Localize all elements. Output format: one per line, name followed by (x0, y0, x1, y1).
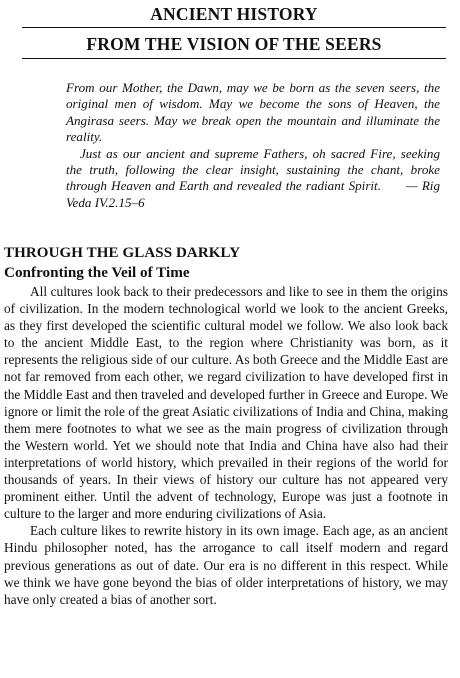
body-paragraph: Each culture likes to rewrite history in its own image. Each age, as an ancient Hindu philosopher noted, has the arrogance to call itself modern and regard previous generations as out of date. Our era is no different in this respect. While we think we have gone beyond the bias of older interpretations of history, we may have only created a bias of another sort. (4, 523, 448, 607)
body-paragraph: All cultures look back to their predecessors and like to see in them the origins of civilization. In the modern technological world we look to the ancient Greeks, as they first developed the scientific cultural model we follow. We also look back to the ancient Middle East, to the region where Christianity was born, as it represents the religious side of our culture. As both Greece and the Middle East are not far removed from each other, we regard civilization to have developed first in the Middle East and then traveled and developed further in Greece and Europe. We ignore or limit the role of the great Asiatic civilizations of India and China, making them mere footnotes to what we see as the main progress of civilization through the Western world. Yet we should note that India and China have also had their interpretations of world history, which prevailed in their regions of the world for thousands of years. In their views of history our culture has not appeared very prominent either. Until the advent of technology, Europe was just a footnote in culture to the larger and more enduring civilizations of Asia. (4, 284, 448, 522)
section-heading: THROUGH THE GLASS DARKLY (4, 245, 241, 261)
body-text (4, 283, 448, 608)
epigraph (66, 80, 440, 211)
chapter-title-line-1: ANCIENT HISTORY (22, 3, 446, 28)
epigraph-citation: — Rig Veda IV.2.15–6 (66, 178, 440, 210)
chapter-title-line-2: FROM THE VISION OF THE SEERS (22, 33, 446, 59)
chapter-header (22, 3, 446, 59)
epigraph-paragraph (66, 146, 440, 212)
section-subheading: Confronting the Veil of Time (4, 264, 190, 281)
epigraph-paragraph: From our Mother, the Dawn, may we be born as the seven seers, the original men of wisdom. May we become the sons of Heaven, the Angirasa seers. May we break open the mountain and illuminate the reality. (66, 80, 440, 145)
epigraph-text: Just as our ancient and supreme Fathers, oh sacred Fire, seeking the truth, following the clear insight, sustaining the chant, broke through Heaven and Earth and revealed the radiant Spirit. (66, 145, 440, 194)
